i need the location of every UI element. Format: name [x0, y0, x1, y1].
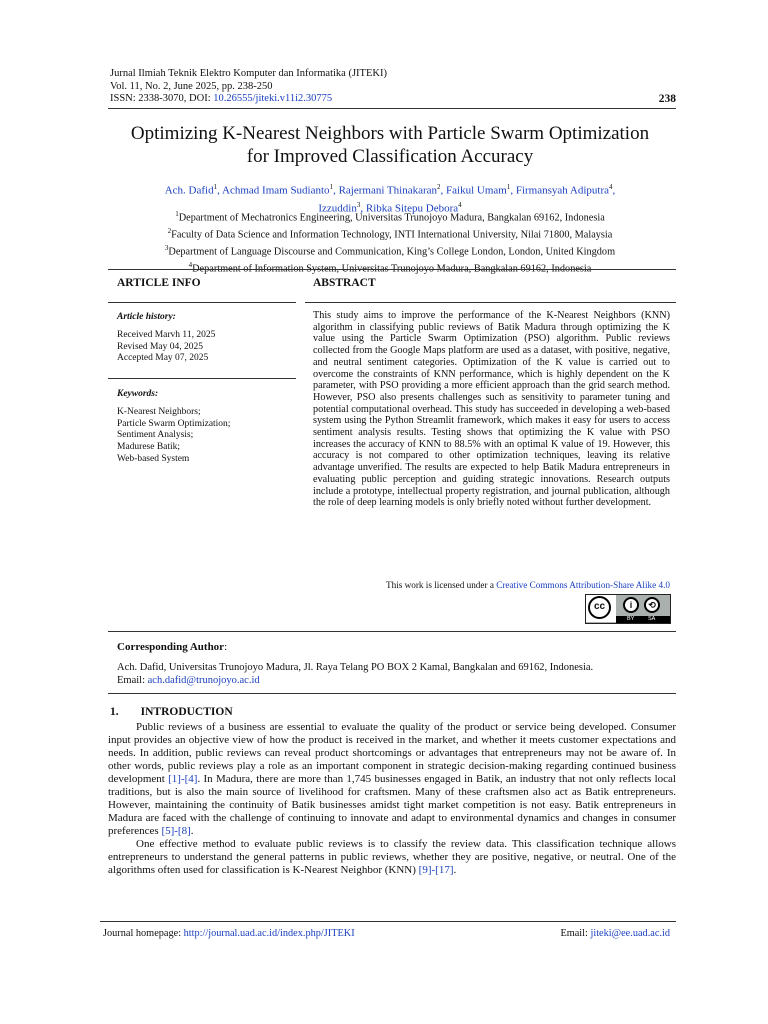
badge-bar	[616, 616, 670, 623]
footer-email	[560, 928, 670, 939]
affil-sup: 2	[167, 226, 172, 235]
paragraph	[108, 721, 676, 838]
article-info-heading: ARTICLE INFO	[117, 277, 201, 289]
section-title: INTRODUCTION	[140, 706, 233, 718]
license-line	[386, 580, 670, 590]
abstract-text: This study aims to improve the performance of the K-Nearest Neighbors (KNN) algorithm in classifying public reviews of Batik Madura through optimizing the K value using the Particle Swarm Optimization (PSO) algorithm. Public reviews collected from the Google Maps platform are used as a dataset, with positive, negative, and neutral sentiment categories. Optimization of the K value is carried out to overcome the constraints of KNN performance, which is highly dependent on the K parameter, with PSO providing a more efficient approach than the grid search method. However, PSO also presents challenges such as sensitivity to parameter tuning and potential computational overhead. This study has succeeded in developing a web-based system using the Python Streamlit framework, which makes it easy for users to access sentiment analysis results. Testing shows that optimizing the K value with PSO increases the accuracy of KNN to 88.5% with an optimal K value of 19. However, this accuracy is not compared to other optimization techniques, leaving its relative advantage unverified. The results are expected to help Batik Madura entrepreneurs in evaluating public perception and guiding strategic innovations. Research outputs include a prototype, intellectual property registration, and journal publication, although the role of deep learning models is only briefly noted without further development.	[313, 310, 670, 509]
footer-homepage	[103, 928, 355, 939]
corresponding-heading	[117, 641, 227, 654]
keyword: Sentiment Analysis;	[117, 430, 194, 441]
text-run: .	[190, 825, 194, 837]
author-sup: 3	[356, 200, 361, 209]
keyword: Particle Swarm Optimization;	[117, 418, 231, 429]
revised-date: Revised May 04, 2025	[117, 341, 204, 352]
journal-header	[110, 68, 387, 106]
article-history	[117, 312, 215, 365]
text-run: Public reviews of a business are essential to evaluate the quality of the product or service being developed. Consumer input provides an objective view of how the product is received in the market, and whether it meets customer expectations and needs. In addition, public reviews can reveal product shortcomings or advantages that entrepreneurs may not be aware of. In other words, public reviews play a role as an important component in strategic decision-making regarding continued business development	[108, 721, 676, 785]
affiliation	[100, 208, 680, 225]
corr-label: Corresponding Author	[117, 641, 225, 653]
keyword: Madurese Batik;	[117, 442, 181, 453]
title-line-2: for Improved Classification Accuracy	[246, 146, 534, 167]
affil-text: Department of Language Discourse and Communication, King’s College London, London, United Kingdom	[168, 246, 616, 258]
homepage-label: Journal homepage:	[103, 928, 184, 939]
license-text: This work is licensed under a	[385, 580, 497, 590]
corr-email-line	[117, 675, 593, 688]
citation-link[interactable]: [5]-[8]	[161, 825, 191, 837]
author-name[interactable]: Firmansyah Adiputra	[515, 184, 610, 197]
footer-email-link[interactable]: jiteki@ee.uad.ac.id	[590, 928, 670, 939]
keywords-label: Keywords:	[117, 389, 159, 399]
corr-rule-bottom	[108, 693, 676, 694]
author-sup: 4	[609, 183, 613, 191]
author-name[interactable]: Ach. Dafid	[164, 184, 214, 197]
journal-issn-doi	[110, 93, 387, 106]
author-sup: 1	[213, 183, 218, 191]
corr-email-link[interactable]: ach.dafid@trunojoyo.ac.id	[147, 674, 260, 686]
paper-title	[90, 122, 690, 168]
author-sup: 1	[329, 183, 334, 191]
abstract-heading: ABSTRACT	[313, 277, 376, 289]
affil-sup: 1	[175, 210, 179, 218]
affiliation	[100, 225, 680, 242]
abstract-rule	[305, 302, 676, 303]
author-name[interactable]: Izzuddin	[318, 202, 357, 215]
info-rule-2	[108, 378, 296, 379]
author-name[interactable]: Rajermani Thinakaran	[338, 184, 438, 197]
author-sup: 1	[506, 183, 511, 191]
corresponding-details	[117, 662, 593, 687]
author-name[interactable]: Faikul Umam	[446, 184, 507, 197]
journal-name: Jurnal Ilmiah Teknik Elektro Komputer dan Informatika (JITEKI)	[110, 68, 387, 79]
cc-by-sa-badge[interactable]	[585, 594, 671, 624]
badge-sa-label: SA	[648, 616, 656, 622]
accepted-date: Accepted May 07, 2025	[117, 353, 209, 364]
introduction-body	[108, 721, 676, 877]
affil-text: Department of Mechatronics Engineering, Universitas Trunojoyo Madura, Bangkalan 69162, Indonesia	[178, 212, 605, 224]
text-run: . In Madura, there are more than 1,745 businesses engaged in Batik, an industry that not only reflects local traditions, but is also the main source of livelihood for craftsmen. Many of these craftsmen also act as Batik entrepreneurs. However, maintaining the continuity of Batik businesses amidst tight market competition is not easy. Batik entrepreneurs in Madura are faced with the challenge of continuing to innovate and adapt to environmental dynamics and changes in consumer preferences	[108, 773, 676, 837]
corr-rule-top	[108, 631, 676, 632]
affil-text: Department of Information System, Universitas Trunojoyo Madura, Bangkalan 69162, Indonesia	[192, 263, 592, 275]
section-rule-top	[108, 269, 676, 270]
affiliation	[100, 242, 680, 259]
badge-by-label: BY	[627, 616, 635, 622]
section-number: 1.	[110, 706, 119, 718]
page-number: 238	[658, 93, 676, 105]
text-run: .	[453, 864, 457, 876]
author-sup: 2	[437, 183, 441, 191]
journal-volume: Vol. 11, No. 2, June 2025, pp. 238-250	[110, 80, 273, 92]
affil-sup: 3	[164, 243, 169, 252]
author-name[interactable]: Achmad Imam Sudianto	[222, 184, 330, 197]
attribution-person-icon: i	[623, 597, 639, 613]
homepage-link[interactable]: http://journal.uad.ac.id/index.php/JITEKI	[183, 928, 355, 939]
corr-colon: :	[224, 641, 228, 653]
text-run: One effective method to evaluate public reviews is to classify the review data. This classification technique allows entrepreneurs to understand the general patterns in public reviews, whether they are positive, negative, or neutral. One of the algorithms often used for classification is K-Nearest Neighbor (KNN)	[108, 838, 676, 876]
author-name[interactable]: Ribka Sitepu Debora	[365, 202, 459, 215]
keyword: Web-based System	[117, 453, 190, 464]
info-rule-1	[108, 302, 296, 303]
citation-link[interactable]: [9]-[17]	[418, 864, 454, 876]
introduction-heading	[110, 706, 233, 718]
corr-address: Ach. Dafid, Universitas Trunojoyo Madura, Jl. Raya Telang PO BOX 2 Kamal, Bangkalan and 69162, Indonesia.	[117, 662, 594, 673]
affiliation-list	[100, 208, 680, 276]
author-list: Ach. Dafid$^1$, Achmad Imam Sudianto$^1$, Rajermani Thinakaran$^2$, Faikul Umam$^1$, Firmansyah Adiputra$^4$, Izzuddin$^3$, Ribka Sitepu Debora$^4$	[164, 183, 616, 215]
cc-icon: cc	[588, 596, 611, 619]
doi-link[interactable]: 10.26555/jiteki.v11i2.30775	[213, 93, 333, 104]
corr-email-label: Email:	[117, 674, 148, 686]
share-alike-icon: ⟲	[644, 597, 660, 613]
received-date: Received Marvh 11, 2025	[117, 329, 216, 340]
keyword: K-Nearest Neighbors;	[117, 406, 201, 417]
license-link[interactable]: Creative Commons Attribution-Share Alike 4.0	[496, 580, 670, 590]
affiliation	[100, 259, 680, 276]
author-sup: 4	[458, 200, 462, 209]
footer-rule	[100, 921, 676, 922]
keywords-block	[117, 389, 230, 466]
paragraph	[108, 838, 676, 877]
history-label: Article history:	[117, 312, 176, 322]
affil-sup: 4	[188, 260, 193, 269]
citation-link[interactable]: [1]-[4]	[168, 773, 198, 785]
header-rule	[108, 108, 676, 109]
affil-text: Faculty of Data Science and Information Technology, INTI International University, Nilai 71800, Malaysia	[171, 229, 613, 241]
issn-text: ISSN: 2338-3070, DOI:	[110, 93, 214, 104]
title-line-1: Optimizing K-Nearest Neighbors with Particle Swarm Optimization	[130, 123, 650, 144]
footer-email-label: Email:	[560, 928, 591, 939]
